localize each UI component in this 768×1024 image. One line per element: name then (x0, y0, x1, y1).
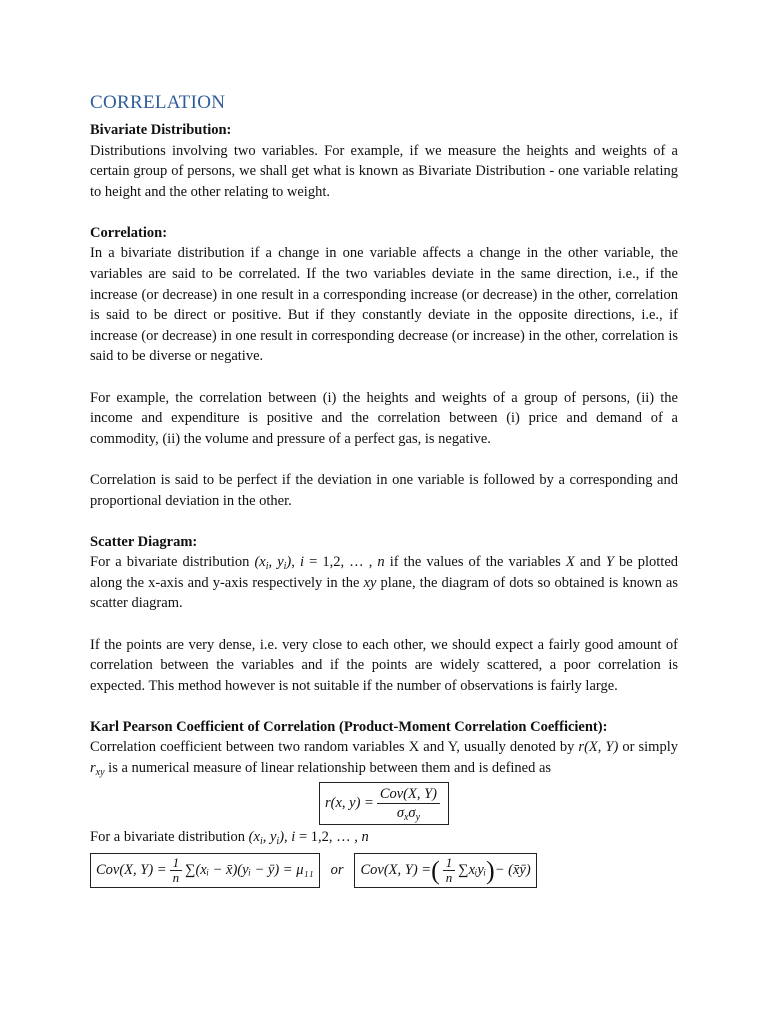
heading-bivariate: Bivariate Distribution: (90, 122, 232, 138)
paragraph-correlation-1: In a bivariate distribution if a change in one variable affects a change in the other variable, the variables are said to be correlated. If the two variables deviate in the same direction, i.e., if the increase (or decrease) in one result in a corresponding increase (or decrease) in the other, correlation is said to be direct or positive. But if they constantly deviate in the opposite directions, i.e., if increase (or decrease) in one result in corresponding decrease (or increase) in the other, correlation is said to be diverse or negative. (90, 245, 678, 365)
document-page (90, 92, 678, 888)
formula-covariance-1: Cov(X, Y) = $\frac{1}{n}$ ∑(xᵢ − x̄)(yᵢ − ȳ) = μ₁₁ (90, 853, 320, 888)
paragraph-correlation-3: Correlation is said to be perfect if the deviation in one variable is followed by a corresponding and proportional deviation in the other. (90, 471, 678, 509)
paragraph-scatter-1: For a bivariate distribution ($x_i$, $y_i$), i = 1,2, … , n if the values of the variables X and Y be plotted along the x-axis and y-axis respectively in the xy plane, the diagram of dots so obtained is known as scatter diagram. (90, 554, 679, 612)
heading-karl-pearson: Karl Pearson Coefficient of Correlation (Product-Moment Correlation Coefficient): (90, 718, 608, 735)
or-label: or (330, 862, 344, 879)
page-title: CORRELATION (90, 92, 226, 113)
paragraph-karl-2: For a bivariate distribution ($x_i$, $y_i$), i = 1,2, … , n (90, 828, 369, 847)
heading-scatter: Scatter Diagram: (90, 533, 198, 550)
heading-correlation: Correlation: (90, 224, 168, 241)
paragraph-scatter-2: If the points are very dense, i.e. very close to each other, we should expect a fairly good amount of correlation between the variables and if the points are widely scattered, a poor correlation is expected. This method however is not suitable if the number of observations is fairly large. (90, 636, 678, 694)
paragraph-correlation-2: For example, the correlation between (i) the heights and weights of a group of persons, (ii) the income and expenditure is positive and the correlation between (i) price and demand of a commodity, (ii) the volume and pressure of a perfect gas, is negative. (90, 389, 678, 447)
formula-correlation-coefficient: r(x, y) = $\frac{\text{Cov(X, Y)}}{\sigma_x\sigma_y}$ (319, 782, 449, 825)
paragraph-bivariate: Distributions involving two variables. For example, if we measure the heights and weights of a certain group of persons, we shall get what is known as Bivariate Distribution - one variable relating to height and the other relating to weight. (90, 142, 678, 200)
formula-covariance-2: Cov(X, Y) = ( $\frac{1}{n}$ ∑xᵢyᵢ ) − (x̄ȳ) (354, 853, 536, 888)
paragraph-karl-1: Correlation coefficient between two random variables X and Y, usually denoted by r(X, Y) or simply $r_{xy}$ is a numerical measure of linear relationship between them and is defined as (90, 739, 678, 779)
